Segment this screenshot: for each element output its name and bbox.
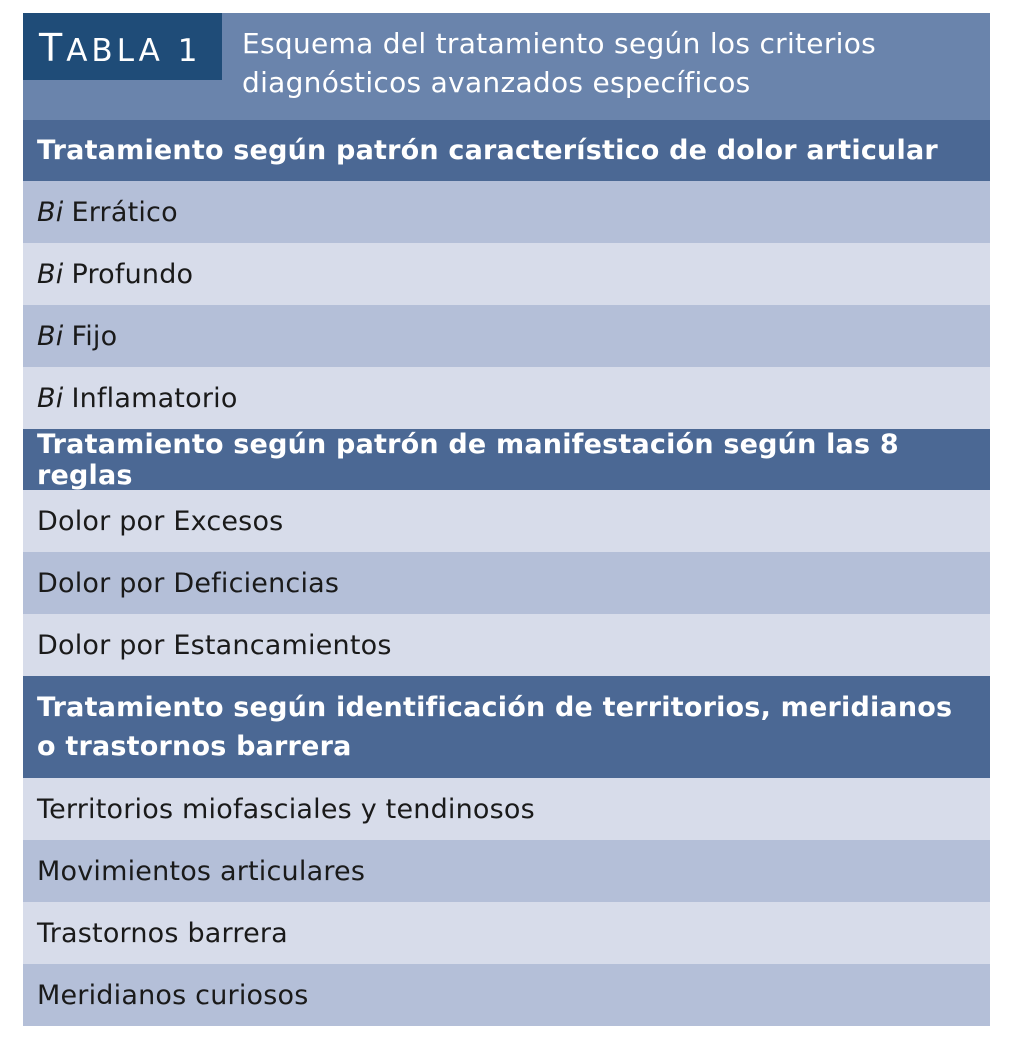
table-row (23, 490, 990, 552)
row-prefix: Bi (37, 196, 64, 228)
table-row (23, 367, 990, 429)
row-text: Profundo (71, 258, 194, 290)
row-text: Fijo (71, 320, 118, 352)
section-header-8-reglas: Tratamiento según patrón de manifestación según las 8 reglas (23, 429, 990, 490)
table-row (23, 902, 990, 964)
section-header-line-1: Tratamiento según identificación de territorios, meridianos (37, 692, 953, 723)
row-text: Trastornos barrera (37, 917, 288, 949)
table-row (23, 614, 990, 676)
table-label-word: ABLA (66, 33, 164, 69)
section-header-line-2: o trastornos barrera (37, 731, 352, 762)
row-text: Dolor por Excesos (37, 505, 284, 537)
table-row (23, 305, 990, 367)
row-prefix: Bi (37, 258, 64, 290)
table-label-badge (23, 13, 222, 80)
table-row (23, 840, 990, 902)
row-text: Dolor por Estancamientos (37, 629, 392, 661)
row-text: Inflamatorio (71, 382, 238, 414)
row-text: Errático (71, 196, 178, 228)
row-text: Dolor por Deficiencias (37, 567, 340, 599)
row-text: Territorios miofasciales y tendinosos (37, 793, 535, 825)
table-row (23, 778, 990, 840)
table-row (23, 243, 990, 305)
section-header-territorios (23, 676, 990, 778)
table-title-bar (23, 13, 990, 120)
table-row (23, 552, 990, 614)
table-row (23, 964, 990, 1026)
table-title-line-2: diagnósticos avanzados específicos (242, 66, 751, 99)
table-title-line-1: Esquema del tratamiento según los criterios (242, 27, 877, 60)
row-text: Meridianos curiosos (37, 979, 309, 1011)
section-header-dolor-articular: Tratamiento según patrón característico de dolor articular (23, 120, 990, 181)
row-text: Movimientos articulares (37, 855, 366, 887)
row-prefix: Bi (37, 320, 64, 352)
table-title (242, 24, 982, 102)
table-label-initial: T (39, 26, 67, 70)
row-prefix: Bi (37, 382, 64, 414)
table-number: 1 (177, 33, 202, 69)
table-row (23, 181, 990, 243)
table-1 (23, 13, 990, 1026)
